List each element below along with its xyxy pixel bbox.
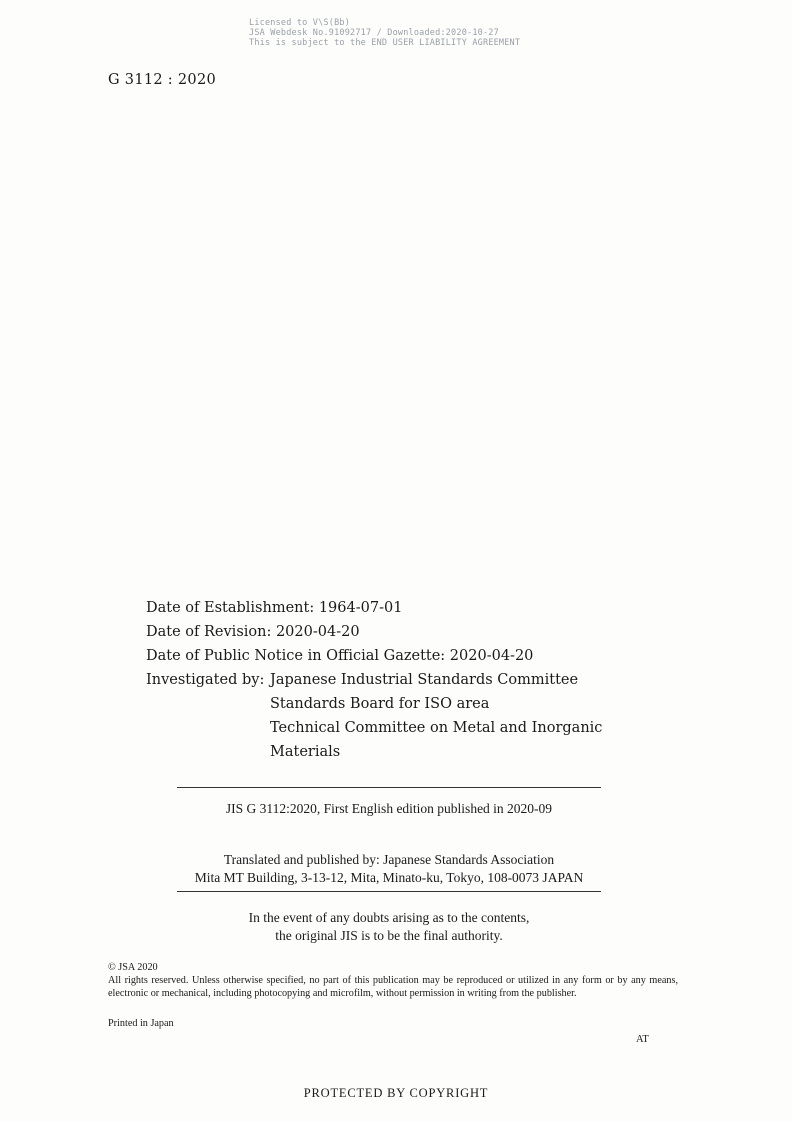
copyright-notice: All rights reserved. Unless otherwise specified, no part of this publication may be reproduced or utilized in any form or by any means, electronic or mechanical, including photocopying and microfilm, without permission in writing from the publisher. [108, 975, 678, 999]
investigating-body: Japanese Industrial Standards Committee [270, 672, 579, 688]
printed-in: Printed in Japan [108, 1018, 174, 1029]
publisher-address: Mita MT Building, 3-13-12, Mita, Minato-ku, Tokyo, 108-0073 JAPAN [194, 870, 584, 885]
license-watermark [249, 18, 520, 48]
edition-line: JIS G 3112:2020, First English edition published in 2020-09 [225, 801, 553, 816]
investigating-body: Technical Committee on Metal and Inorganic [270, 720, 603, 736]
divider-bottom [177, 891, 601, 892]
publisher-line-1: Translated and published by: Japanese Standards Association [223, 852, 555, 867]
investigated-label: Investigated by: [146, 672, 265, 688]
copyright-holder: © JSA 2020 [108, 962, 158, 973]
investigating-body: Materials [270, 744, 341, 760]
divider-top [177, 787, 601, 788]
investigating-bodies [270, 668, 610, 764]
standard-number: G 3112 : 2020 [108, 72, 216, 88]
watermark-line-3: This is subject to the END USER LIABILITY AGREEMENT [249, 38, 521, 48]
edition-code: AT [636, 1034, 649, 1045]
watermark-line-1: Licensed to V\S(Bb) [249, 18, 351, 28]
copyright-footer: PROTECTED BY COPYRIGHT [303, 1086, 489, 1100]
authority-line-2: the original JIS is to be the final authority. [275, 928, 503, 943]
date-public-notice: Date of Public Notice in Official Gazette: 2020-04-20 [146, 648, 534, 664]
authority-line-1: In the event of any doubts arising as to the contents, [248, 910, 530, 925]
investigating-body: Standards Board for ISO area [270, 696, 490, 712]
date-establishment: Date of Establishment: 1964-07-01 [146, 600, 403, 616]
dates-block [146, 596, 533, 668]
date-revision: Date of Revision: 2020-04-20 [146, 624, 360, 640]
watermark-line-2: JSA Webdesk No.91092717 / Downloaded:2020-10-27 [249, 28, 499, 38]
